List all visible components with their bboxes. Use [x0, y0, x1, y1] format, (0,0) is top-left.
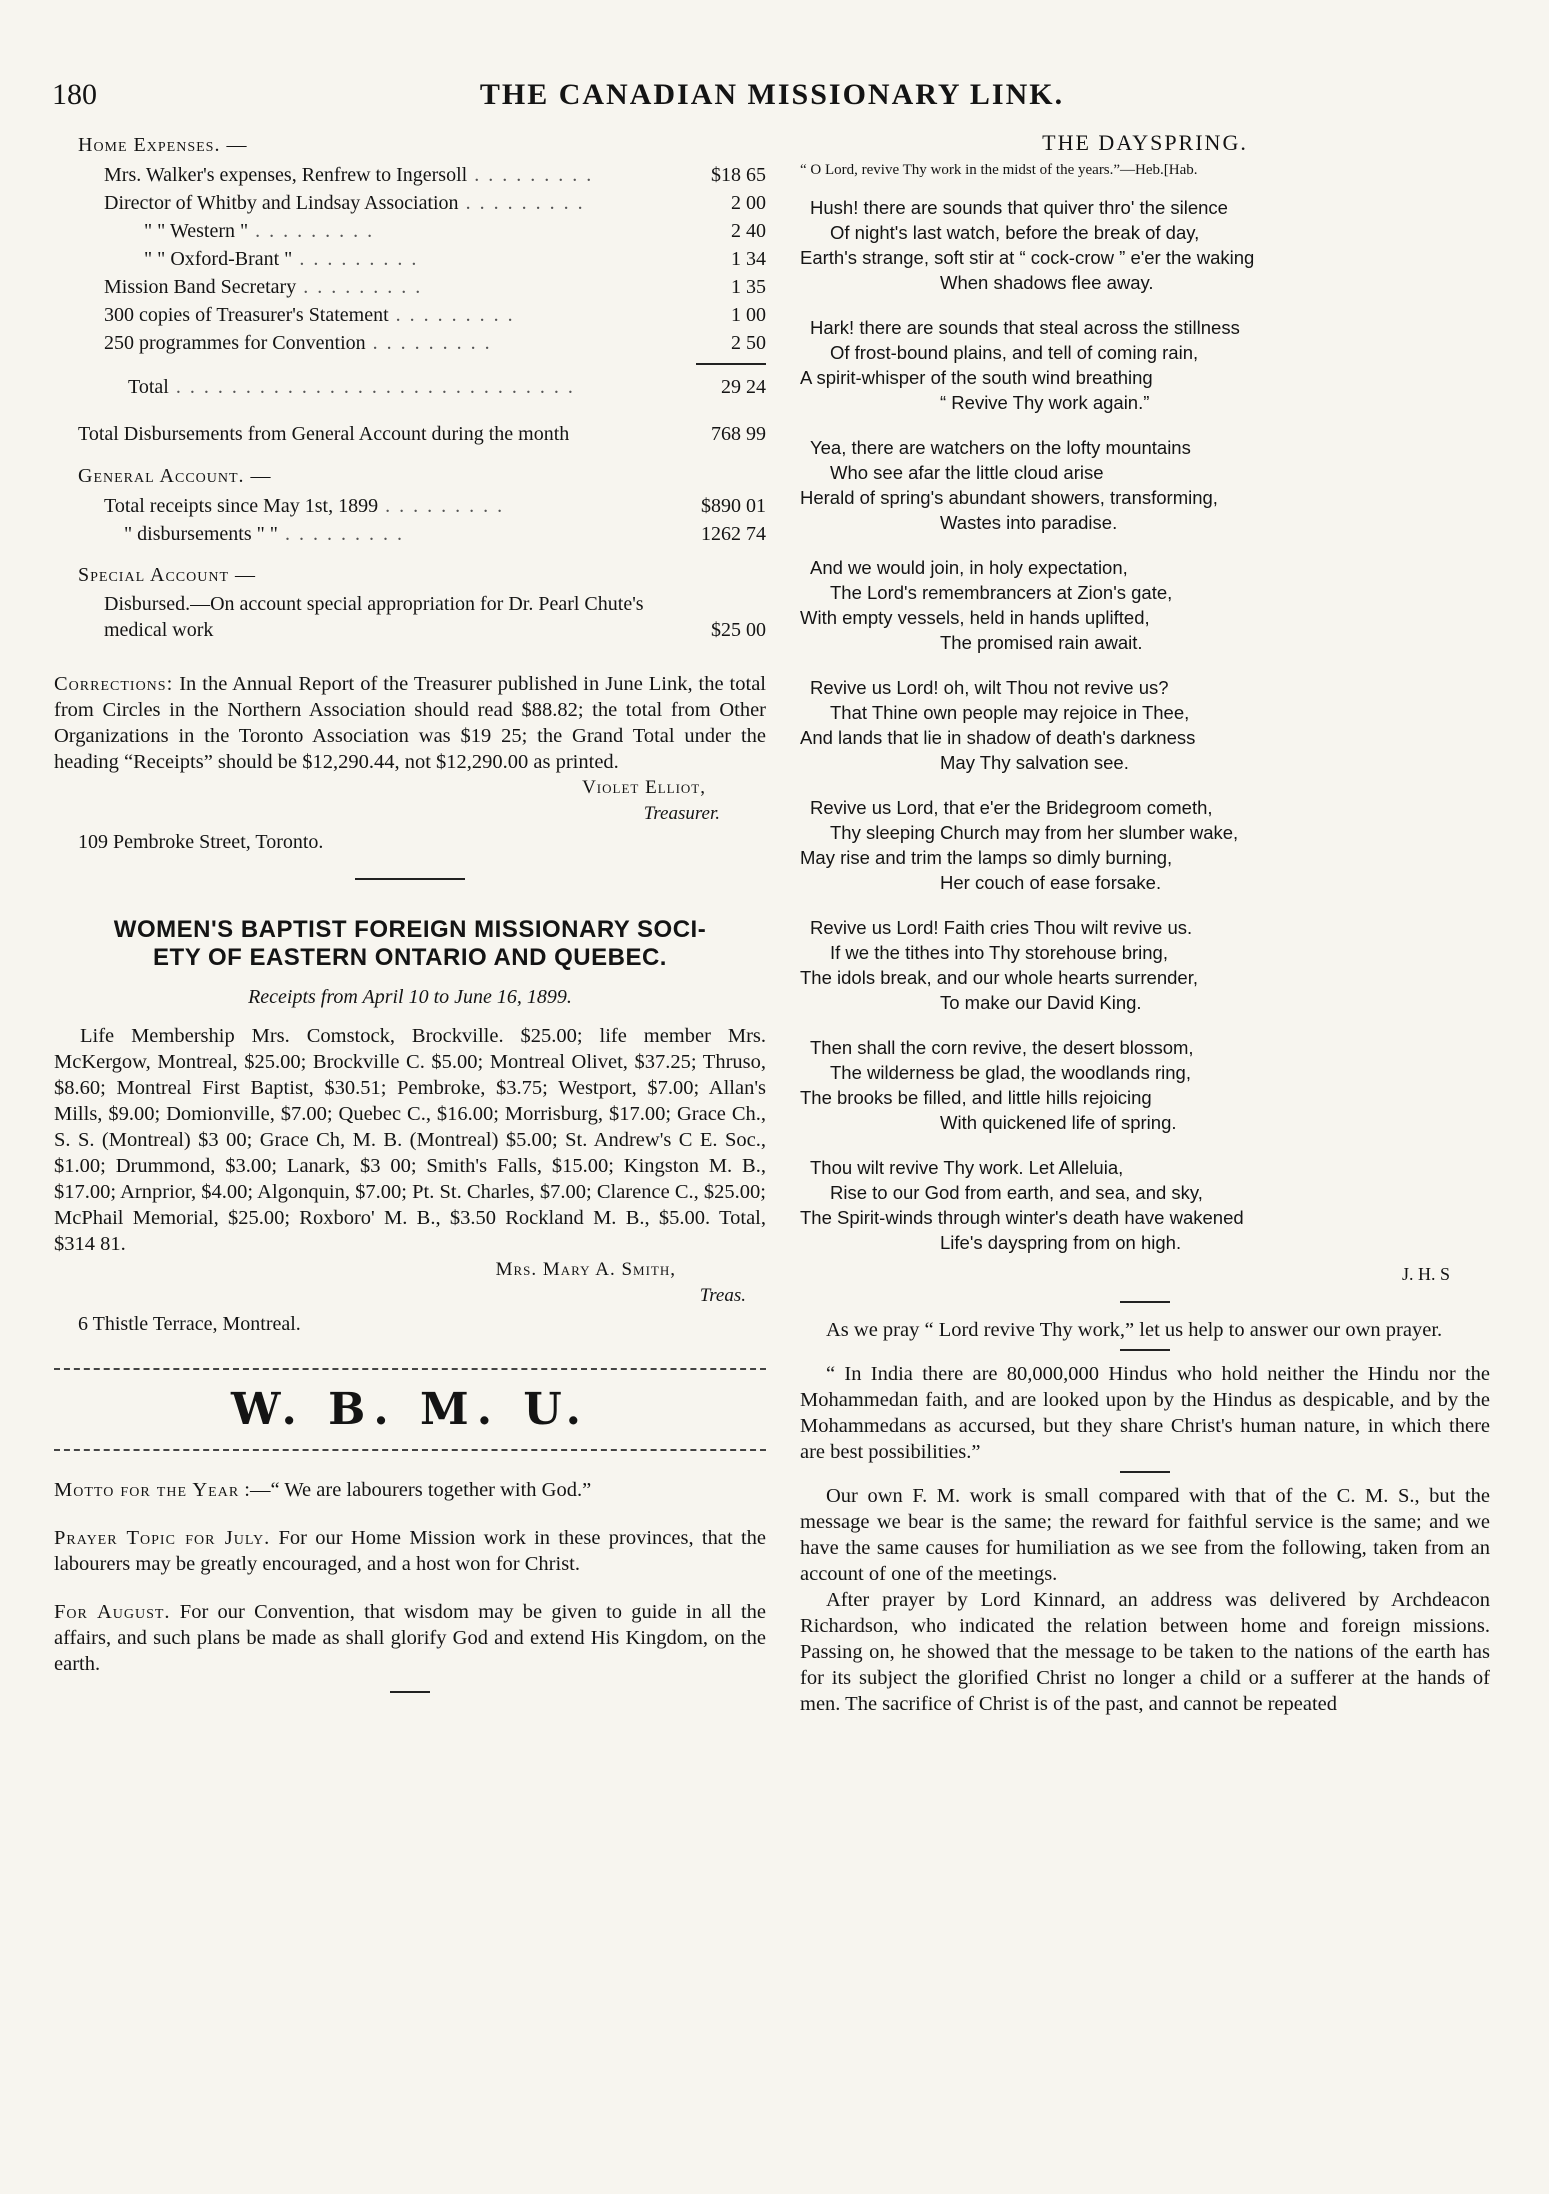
account-row: 300 copies of Treasurer's Statement . . . . . . . . . 1 00	[54, 301, 766, 329]
rule-3	[1120, 1471, 1170, 1473]
poem-line: If we the tithes into Thy storehouse bring,	[830, 942, 1168, 963]
poem-title: THE DAYSPRING.	[1042, 130, 1248, 155]
special-account-line	[104, 591, 766, 643]
poem-line: With quickened life of spring.	[940, 1112, 1177, 1133]
poem-epigraph: “ O Lord, revive Thy work in the midst of the years.”—Heb.[Hab.	[800, 162, 1198, 178]
wbfms-title-line2: ETY OF EASTERN ONTARIO AND QUEBEC.	[153, 944, 667, 971]
account-row: Mrs. Walker's expenses, Renfrew to Ingersoll . . . . . . . . . $18 65	[54, 161, 766, 189]
account-label: " " Western "	[144, 220, 249, 242]
account-amount: $18 65	[711, 164, 766, 186]
kinnard-paragraph: After prayer by Lord Kinnard, an address was delivered by Archdeacon Richardson, who indicated the relation between home and foreign missions. Passing on, he showed that the message to be taken to the nations of the earth has for its subject the glorified Christ no longer a child or a sufferer at the hands of men. The sacrifice of Christ is of the past, and cannot be repeated	[800, 1589, 1490, 1715]
corrections-paragraph	[54, 671, 766, 775]
special-account-text: Disbursed.—On account special appropriation for Dr. Pearl Chute's medical work	[104, 593, 644, 641]
account-amount: 1262 74	[701, 523, 766, 545]
account-amount: 1 35	[731, 276, 766, 298]
poem-line: Earth's strange, soft stir at “ cock-crow ” e'er the waking	[800, 247, 1255, 268]
general-account-table	[54, 492, 766, 548]
poem-line: Revive us Lord! Faith cries Thou wilt revive us.	[810, 917, 1193, 938]
poem-line: Revive us Lord, that e'er the Bridegroom cometh,	[810, 797, 1213, 818]
poem-line: Hush! there are sounds that quiver thro' the silence	[810, 197, 1228, 218]
running-head	[52, 78, 1492, 120]
poem-line: When shadows flee away.	[940, 272, 1154, 293]
poem-line: The idols break, and our whole hearts surrender,	[800, 967, 1198, 988]
poem-line: Of night's last watch, before the break of day,	[830, 222, 1200, 243]
poem-line: Herald of spring's abundant showers, transforming,	[800, 487, 1218, 508]
corrections-address: 109 Pembroke Street, Toronto.	[78, 831, 324, 853]
poem-body	[800, 195, 1490, 1255]
special-account-amount: $25 00	[711, 619, 766, 641]
sum-rule	[696, 363, 766, 365]
poem-line: “ Revive Thy work again.”	[940, 392, 1150, 413]
poem-stanza	[800, 675, 1490, 775]
fm-work-paragraph: Our own F. M. work is small compared with that of the C. M. S., but the message we bear is the same; the reward for faithful service is the same; and we have the same causes for humiliation as we see from the following, taken from an account of one of the meetings.	[800, 1485, 1490, 1585]
running-title: THE CANADIAN MISSIONARY LINK.	[479, 78, 1065, 111]
poem-stanza	[800, 435, 1490, 535]
account-amount: 2 50	[731, 332, 766, 354]
poem-line: Yea, there are watchers on the lofty mountains	[810, 437, 1191, 458]
home-expenses-heading: Home Expenses. —	[78, 134, 248, 156]
poem-line: Then shall the corn revive, the desert blossom,	[810, 1037, 1194, 1058]
section-divider	[355, 878, 465, 880]
account-label: Total receipts since May 1st, 1899	[104, 495, 379, 517]
poem-line: Who see afar the little cloud arise	[830, 462, 1104, 483]
august-lead: For August.	[54, 1601, 171, 1623]
poem-line: Life's dayspring from on high.	[940, 1232, 1182, 1253]
poem-line: Wastes into paradise.	[940, 512, 1118, 533]
prayer-topic-lead: Prayer Topic for July.	[54, 1527, 271, 1549]
account-amount: 1 34	[731, 248, 766, 270]
poem-line: The Spirit-winds through winter's death have wakened	[800, 1207, 1244, 1228]
poem-stanza	[800, 195, 1490, 295]
wbmu-title: W. B. M. U.	[230, 1384, 589, 1435]
rule-1	[1120, 1301, 1170, 1303]
poem-line: The Lord's remembrancers at Zion's gate,	[830, 582, 1173, 603]
poem-line: Her couch of ease forsake.	[940, 872, 1162, 893]
account-row: " disbursements " " . . . . . . . . . 1262 74	[54, 520, 766, 548]
account-label: " " Oxford-Brant "	[144, 248, 293, 270]
account-amount: $890 01	[701, 495, 766, 517]
poem-line: Thou wilt revive Thy work. Let Alleluia,	[810, 1157, 1124, 1178]
account-amount: 2 00	[731, 192, 766, 214]
special-account-heading: Special Account —	[78, 564, 257, 586]
poem-line: The brooks be filled, and little hills rejoicing	[800, 1087, 1152, 1108]
page-number: 180	[52, 78, 97, 111]
account-row: Total receipts since May 1st, 1899 . . . . . . . . . $890 01	[54, 492, 766, 520]
poem-line: With empty vessels, held in hands uplifted,	[800, 607, 1150, 628]
account-label: 300 copies of Treasurer's Statement	[104, 304, 389, 326]
prayer-topic-text: For our Home Mission work in these provinces, that the labourers may be greatly encouraged, and a host won for Christ.	[54, 1527, 766, 1575]
wbfms-title-line1: WOMEN'S BAPTIST FOREIGN MISSIONARY SOCI-	[113, 916, 707, 943]
poem-stanza	[800, 1155, 1490, 1255]
poem-line: Rise to our God from earth, and sea, and sky,	[830, 1182, 1203, 1203]
total-amount: 29 24	[721, 376, 766, 398]
poem-stanza	[800, 795, 1490, 895]
dashed-rule-top	[54, 1368, 766, 1370]
account-label: " disbursements " "	[124, 523, 278, 545]
disbursements-text: Total Disbursements from General Account during the month	[78, 423, 570, 445]
account-row: " " Western " . . . . . . . . . 2 40	[54, 217, 766, 245]
account-label: Mission Band Secretary	[104, 276, 297, 298]
account-amount: 1 00	[731, 304, 766, 326]
wbfms-address: 6 Thistle Terrace, Montreal.	[78, 1313, 301, 1335]
corrections-signer-title: Treasurer.	[643, 803, 720, 824]
corrections-text: In the Annual Report of the Treasurer published in June Link, the total from Circles in the Northern Association should read $88.82; the total from Other Organizations in the Toronto Association was $19 25; the Grand Total under the heading “Receipts” should be $12,290.44, not $12,290.00 as printed.	[54, 673, 766, 773]
poem-line: And we would join, in holy expectation,	[810, 557, 1128, 578]
general-account-heading: General Account. —	[78, 465, 272, 487]
poem-line: Revive us Lord! oh, wilt Thou not revive us?	[810, 677, 1169, 698]
home-expenses-total: Total . . . . . . . . . . . . . . . . . . . . . . . . . . . . . 29 24	[54, 373, 766, 401]
dashed-rule-bottom	[54, 1449, 766, 1451]
poem-line: Of frost-bound plains, and tell of coming rain,	[830, 342, 1199, 363]
end-rule	[390, 1691, 430, 1693]
corrections-signer: Violet Elliot,	[582, 777, 706, 798]
wbfms-signer: Mrs. Mary A. Smith,	[495, 1259, 676, 1280]
wbfms-signer-title: Treas.	[699, 1285, 746, 1306]
account-label: Director of Whitby and Lindsay Association	[104, 192, 459, 214]
motto-paragraph	[54, 1477, 766, 1503]
poem-line: To make our David King.	[940, 992, 1142, 1013]
receipts-heading: Receipts from April 10 to June 16, 1899.	[248, 986, 572, 1008]
poem-line: May rise and trim the lamps so dimly burning,	[800, 847, 1173, 868]
poem-stanza	[800, 315, 1490, 415]
account-label: Mrs. Walker's expenses, Renfrew to Ingersoll	[104, 164, 468, 186]
august-text: For our Convention, that wisdom may be given to guide in all the affairs, and such plans be made as shall glorify God and extend His Kingdom, on the earth.	[54, 1601, 766, 1675]
motto-lead: Motto for the Year	[54, 1479, 240, 1501]
poem-line: Thy sleeping Church may from her slumber wake,	[830, 822, 1239, 843]
total-label: Total	[128, 376, 169, 398]
rule-2	[1120, 1349, 1170, 1351]
poem-line: May Thy salvation see.	[940, 752, 1129, 773]
august-paragraph	[54, 1599, 766, 1677]
left-column	[54, 130, 766, 1693]
account-label: 250 programmes for Convention	[104, 332, 366, 354]
india-paragraph: “ In India there are 80,000,000 Hindus who hold neither the Hindu nor the Mohammedan faith, and are looked upon by the Hindus as despicable, and by the Mohammedans as accursed, but they share Christ's human nature, in which there are best possibilities.”	[800, 1363, 1490, 1463]
poem-line: That Thine own people may rejoice in Thee,	[830, 702, 1190, 723]
account-amount: 2 40	[731, 220, 766, 242]
poem-stanza	[800, 1035, 1490, 1135]
pray-paragraph: As we pray “ Lord revive Thy work,” let us help to answer our own prayer.	[826, 1319, 1443, 1341]
poem-stanza	[800, 915, 1490, 1015]
poem-line: The wilderness be glad, the woodlands ring,	[830, 1062, 1191, 1083]
account-row: Director of Whitby and Lindsay Association . . . . . . . . . 2 00	[54, 189, 766, 217]
right-column	[800, 130, 1490, 1717]
account-row: " " Oxford-Brant " . . . . . . . . . 1 34	[54, 245, 766, 273]
account-row: 250 programmes for Convention . . . . . . . . . 2 50	[54, 329, 766, 357]
home-expenses-table	[54, 161, 766, 357]
corrections-lead: Corrections:	[54, 673, 174, 695]
account-row: Mission Band Secretary . . . . . . . . . 1 35	[54, 273, 766, 301]
receipts-paragraph: Life Membership Mrs. Comstock, Brockville. $25.00; life member Mrs. McKergow, Montreal, $25.00; Brockville C. $5.00; Montreal Olivet, $37.25; Thruso, $8.60; Montreal First Baptist, $30.51; Pembroke, $3.75; Westport, $7.00; Allan's Mills, $9.00; Domionville, $7.00; Quebec C., $16.00; Morrisburg, $17.00; Grace Ch., S. S. (Montreal) $3 00; Grace Ch, M. B. (Montreal) $5.00; St. Andrew's C E. Soc., $1.00; Drummond, $3.00; Lanark, $3 00; Smith's Falls, $15.00; Kingston M. B., $17.00; Arnprior, $4.00; Algonquin, $7.00; Pt. St. Charles, $7.00; Clarence C., $25.00; McPhail Memorial, $25.00; Roxboro' M. B., $3.50 Rockland M. B., $5.00. Total, $314 81.	[54, 1025, 766, 1255]
poem-line: The promised rain await.	[940, 632, 1143, 653]
disbursements-line	[78, 421, 766, 447]
poem-line: Hark! there are sounds that steal across the stillness	[810, 317, 1240, 338]
poem-line: And lands that lie in shadow of death's darkness	[800, 727, 1196, 748]
poem-author: J. H. S	[1401, 1264, 1450, 1284]
poem-line: A spirit-whisper of the south wind breathing	[800, 367, 1153, 388]
poem-stanza	[800, 555, 1490, 655]
motto-text: :—“ We are labourers together with God.”	[244, 1479, 592, 1501]
disbursements-amount: 768 99	[711, 423, 766, 445]
prayer-topic-paragraph	[54, 1525, 766, 1577]
